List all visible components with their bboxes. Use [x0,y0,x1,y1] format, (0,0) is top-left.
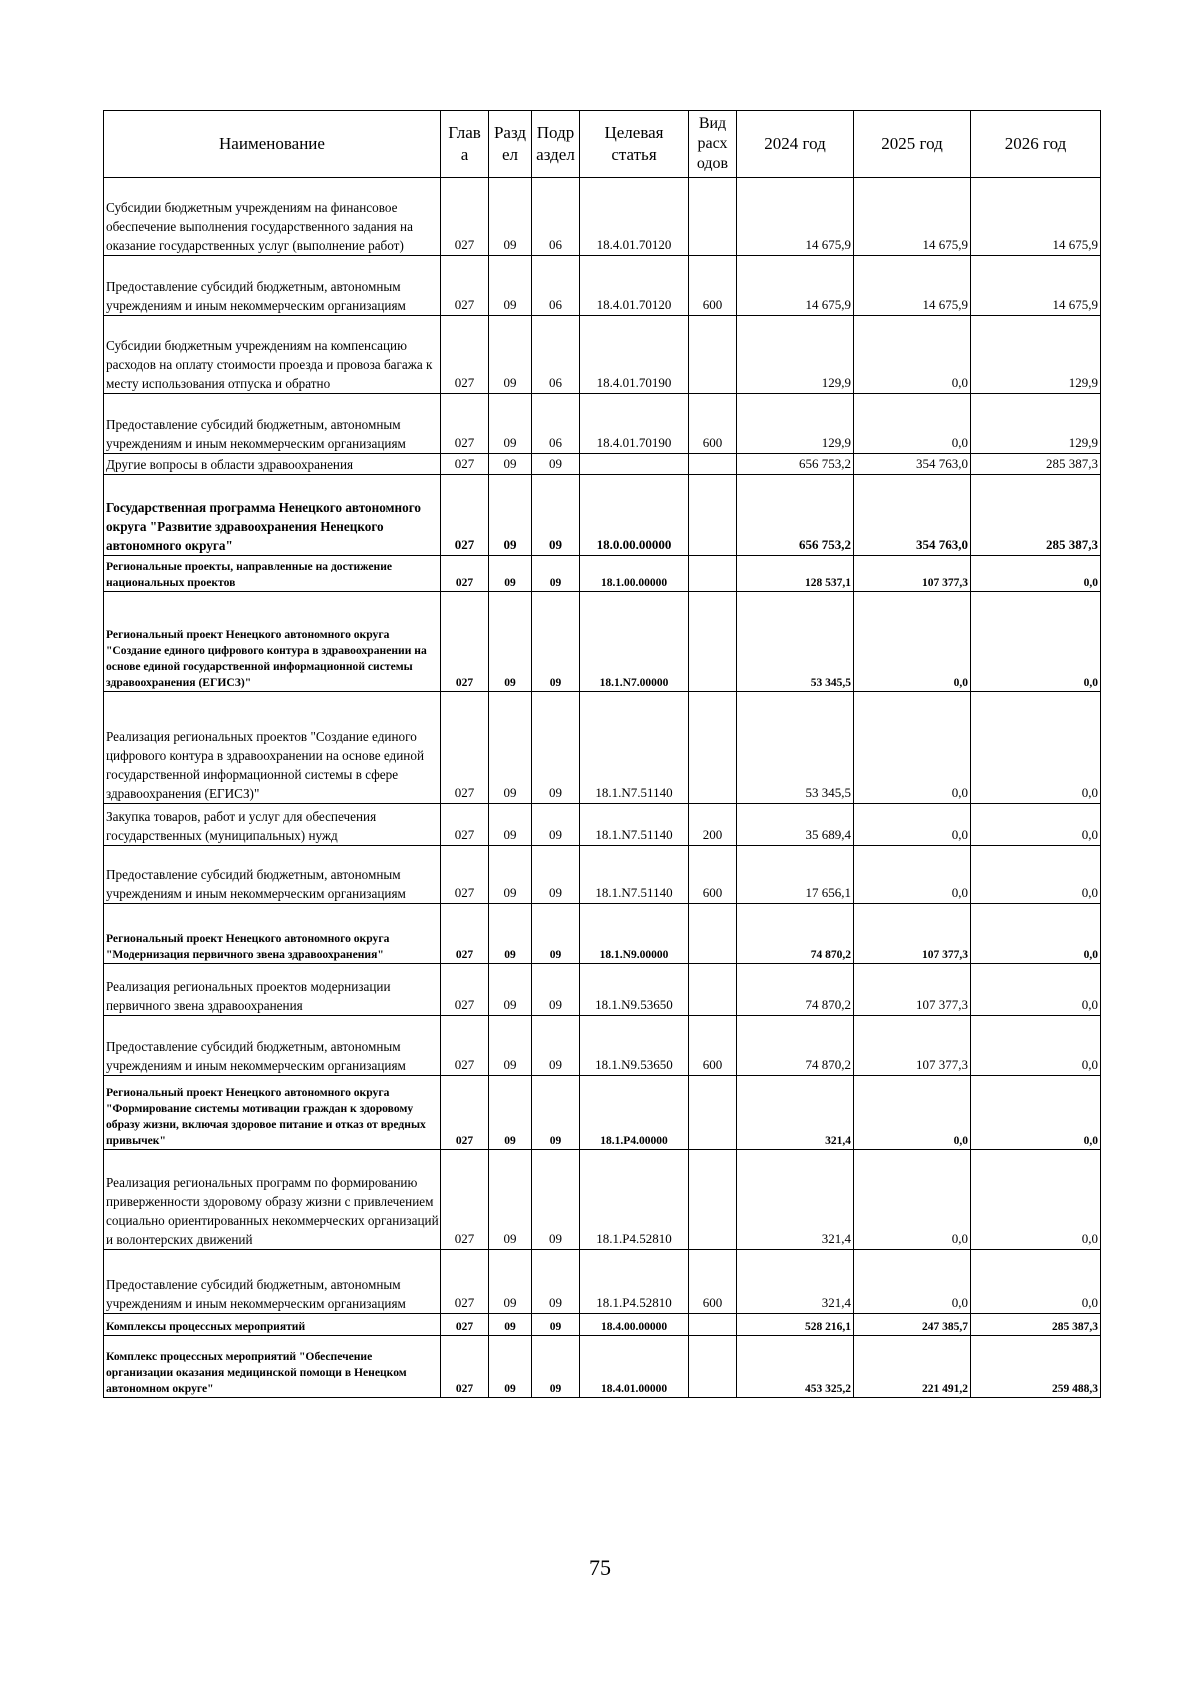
cell-y2026: 0,0 [971,1250,1101,1314]
cell-glava: 027 [441,1150,489,1250]
cell-y2024: 128 537,1 [737,556,854,592]
cell-podrazdel: 09 [532,904,580,964]
cell-article: 18.1.N7.51140 [580,846,689,904]
table-row [104,904,1101,964]
cell-razdel: 09 [489,964,532,1016]
cell-name: Предоставление субсидий бюджетным, автономным учреждениям и иным некоммерческим организациям [104,846,441,904]
cell-article: 18.1.00.00000 [580,556,689,592]
cell-y2025: 14 675,9 [854,256,971,316]
cell-article: 18.1.P4.00000 [580,1076,689,1150]
header-razdel: Разд ел [489,111,532,178]
cell-name: Субсидии бюджетным учреждениям на компенсацию расходов на оплату стоимости проезда и провоза багажа к месту использования отпуска и обратно [104,316,441,394]
cell-name: Предоставление субсидий бюджетным, автономным учреждениям и иным некоммерческим организациям [104,394,441,454]
cell-article: 18.1.P4.52810 [580,1150,689,1250]
cell-vid [689,1150,737,1250]
cell-podrazdel: 09 [532,964,580,1016]
cell-y2024: 129,9 [737,394,854,454]
table-row [104,804,1101,846]
cell-razdel: 09 [489,475,532,556]
cell-vid [689,1076,737,1150]
cell-y2026: 285 387,3 [971,1314,1101,1336]
cell-y2024: 74 870,2 [737,904,854,964]
cell-y2025: 247 385,7 [854,1314,971,1336]
table-row [104,178,1101,256]
cell-y2024: 74 870,2 [737,964,854,1016]
budget-table [103,110,1101,1398]
cell-y2024: 14 675,9 [737,178,854,256]
cell-vid [689,964,737,1016]
cell-name: Предоставление субсидий бюджетным, автономным учреждениям и иным некоммерческим организациям [104,256,441,316]
table-body [104,178,1101,1398]
cell-y2025: 0,0 [854,804,971,846]
cell-glava: 027 [441,178,489,256]
cell-name: Региональный проект Ненецкого автономного округа "Создание единого цифрового контура в здравоохранении на основе единой государственной информационной системы здравоохранения (ЕГИСЗ)" [104,592,441,692]
table-row [104,1076,1101,1150]
cell-razdel: 09 [489,256,532,316]
cell-name: Предоставление субсидий бюджетным, автономным учреждениям и иным некоммерческим организациям [104,1250,441,1314]
cell-y2025: 0,0 [854,394,971,454]
cell-y2024: 656 753,2 [737,475,854,556]
cell-podrazdel: 09 [532,556,580,592]
cell-article: 18.0.00.00000 [580,475,689,556]
cell-glava: 027 [441,846,489,904]
cell-y2026: 0,0 [971,964,1101,1016]
cell-article: 18.1.N7.51140 [580,804,689,846]
cell-podrazdel: 06 [532,394,580,454]
cell-y2025: 0,0 [854,1150,971,1250]
cell-y2026: 129,9 [971,316,1101,394]
cell-article: 18.4.00.00000 [580,1314,689,1336]
cell-razdel: 09 [489,1250,532,1314]
cell-y2024: 53 345,5 [737,592,854,692]
cell-y2025: 0,0 [854,316,971,394]
cell-name: Предоставление субсидий бюджетным, автономным учреждениям и иным некоммерческим организациям [104,1016,441,1076]
cell-razdel: 09 [489,1336,532,1398]
cell-name: Региональный проект Ненецкого автономного округа "Модернизация первичного звена здравоохранения" [104,904,441,964]
cell-y2025: 107 377,3 [854,1016,971,1076]
cell-glava: 027 [441,475,489,556]
cell-vid: 200 [689,804,737,846]
cell-glava: 027 [441,256,489,316]
cell-article [580,454,689,475]
cell-y2025: 0,0 [854,1076,971,1150]
cell-razdel: 09 [489,556,532,592]
cell-y2026: 0,0 [971,1150,1101,1250]
cell-vid: 600 [689,256,737,316]
cell-glava: 027 [441,1016,489,1076]
cell-y2025: 0,0 [854,846,971,904]
cell-y2026: 259 488,3 [971,1336,1101,1398]
cell-y2026: 0,0 [971,846,1101,904]
table-row [104,1150,1101,1250]
cell-y2026: 0,0 [971,556,1101,592]
cell-y2024: 17 656,1 [737,846,854,904]
cell-glava: 027 [441,904,489,964]
table-row [104,692,1101,804]
cell-podrazdel: 09 [532,454,580,475]
header-podrazdel: Подр аздел [532,111,580,178]
cell-y2025: 107 377,3 [854,964,971,1016]
cell-y2024: 321,4 [737,1076,854,1150]
cell-razdel: 09 [489,454,532,475]
cell-y2026: 14 675,9 [971,178,1101,256]
cell-y2025: 354 763,0 [854,475,971,556]
table-row [104,1336,1101,1398]
cell-y2025: 0,0 [854,592,971,692]
cell-article: 18.4.01.00000 [580,1336,689,1398]
cell-podrazdel: 09 [532,1250,580,1314]
table-row [104,394,1101,454]
cell-name: Реализация региональных проектов "Создание единого цифрового контура в здравоохранении на основе единой государственной информационной системы в сфере здравоохранения (ЕГИСЗ)" [104,692,441,804]
cell-article: 18.1.P4.52810 [580,1250,689,1314]
cell-glava: 027 [441,592,489,692]
table-row [104,454,1101,475]
cell-y2024: 129,9 [737,316,854,394]
table-row [104,964,1101,1016]
cell-vid [689,475,737,556]
cell-vid [689,454,737,475]
header-glava: Глав а [441,111,489,178]
cell-vid [689,692,737,804]
header-2024: 2024 год [737,111,854,178]
header-article: Целевая статья [580,111,689,178]
cell-y2026: 0,0 [971,1016,1101,1076]
cell-glava: 027 [441,1314,489,1336]
header-2025: 2025 год [854,111,971,178]
cell-glava: 027 [441,1076,489,1150]
cell-name: Субсидии бюджетным учреждениям на финансовое обеспечение выполнения государственного задания на оказание государственных услуг (выполнение работ) [104,178,441,256]
table-row [104,556,1101,592]
cell-name: Другие вопросы в области здравоохранения [104,454,441,475]
cell-vid [689,556,737,592]
cell-y2025: 0,0 [854,692,971,804]
cell-article: 18.1.N7.00000 [580,592,689,692]
cell-y2025: 221 491,2 [854,1336,971,1398]
cell-y2024: 453 325,2 [737,1336,854,1398]
cell-glava: 027 [441,692,489,804]
cell-name: Реализация региональных программ по формированию приверженности здоровому образу жизни с привлечением социально ориентированных некоммерческих организаций и волонтерских движений [104,1150,441,1250]
cell-vid [689,592,737,692]
table-row [104,1314,1101,1336]
table-row [104,846,1101,904]
cell-razdel: 09 [489,1076,532,1150]
cell-podrazdel: 09 [532,592,580,692]
cell-vid [689,904,737,964]
cell-vid [689,1336,737,1398]
cell-glava: 027 [441,454,489,475]
cell-razdel: 09 [489,316,532,394]
cell-glava: 027 [441,964,489,1016]
cell-razdel: 09 [489,1016,532,1076]
cell-y2024: 656 753,2 [737,454,854,475]
cell-y2025: 107 377,3 [854,904,971,964]
cell-razdel: 09 [489,846,532,904]
cell-article: 18.1.N9.00000 [580,904,689,964]
cell-podrazdel: 09 [532,475,580,556]
cell-glava: 027 [441,394,489,454]
cell-razdel: 09 [489,592,532,692]
cell-podrazdel: 09 [532,1150,580,1250]
header-vid: Вид расх одов [689,111,737,178]
table-row [104,592,1101,692]
cell-podrazdel: 09 [532,1314,580,1336]
cell-name: Региональные проекты, направленные на достижение национальных проектов [104,556,441,592]
cell-y2026: 0,0 [971,804,1101,846]
table-row [104,475,1101,556]
cell-glava: 027 [441,316,489,394]
cell-y2026: 285 387,3 [971,475,1101,556]
cell-name: Региональный проект Ненецкого автономного округа "Формирование системы мотивации граждан к здоровому образу жизни, включая здоровое питание и отказ от вредных привычек" [104,1076,441,1150]
cell-razdel: 09 [489,804,532,846]
cell-podrazdel: 06 [532,316,580,394]
cell-vid: 600 [689,394,737,454]
cell-y2024: 53 345,5 [737,692,854,804]
cell-y2026: 0,0 [971,592,1101,692]
cell-glava: 027 [441,556,489,592]
cell-y2026: 0,0 [971,904,1101,964]
cell-vid: 600 [689,846,737,904]
cell-glava: 027 [441,1250,489,1314]
cell-podrazdel: 09 [532,846,580,904]
cell-razdel: 09 [489,692,532,804]
cell-y2025: 107 377,3 [854,556,971,592]
cell-name: Реализация региональных проектов модернизации первичного звена здравоохранения [104,964,441,1016]
cell-y2024: 321,4 [737,1250,854,1314]
cell-article: 18.4.01.70120 [580,256,689,316]
cell-y2026: 285 387,3 [971,454,1101,475]
cell-podrazdel: 09 [532,1076,580,1150]
table-row [104,316,1101,394]
cell-article: 18.1.N9.53650 [580,964,689,1016]
cell-podrazdel: 06 [532,256,580,316]
cell-article: 18.4.01.70190 [580,316,689,394]
cell-vid: 600 [689,1250,737,1314]
cell-y2024: 14 675,9 [737,256,854,316]
cell-y2026: 14 675,9 [971,256,1101,316]
cell-article: 18.4.01.70190 [580,394,689,454]
cell-y2024: 74 870,2 [737,1016,854,1076]
cell-y2024: 35 689,4 [737,804,854,846]
table-row [104,256,1101,316]
cell-y2024: 528 216,1 [737,1314,854,1336]
cell-y2026: 0,0 [971,692,1101,804]
cell-razdel: 09 [489,904,532,964]
cell-vid [689,316,737,394]
header-2026: 2026 год [971,111,1101,178]
cell-y2026: 0,0 [971,1076,1101,1150]
cell-razdel: 09 [489,1314,532,1336]
cell-glava: 027 [441,804,489,846]
cell-podrazdel: 06 [532,178,580,256]
cell-vid [689,1314,737,1336]
cell-name: Комплекс процессных мероприятий "Обеспечение организации оказания медицинской помощи в Ненецком автономном округе" [104,1336,441,1398]
cell-name: Государственная программа Ненецкого автономного округа "Развитие здравоохранения Ненецкого автономного округа" [104,475,441,556]
header-name: Наименование [104,111,441,178]
cell-vid: 600 [689,1016,737,1076]
cell-name: Комплексы процессных мероприятий [104,1314,441,1336]
cell-y2025: 354 763,0 [854,454,971,475]
cell-podrazdel: 09 [532,1016,580,1076]
header-row [104,111,1101,178]
cell-article: 18.4.01.70120 [580,178,689,256]
cell-y2025: 0,0 [854,1250,971,1314]
cell-article: 18.1.N7.51140 [580,692,689,804]
cell-y2025: 14 675,9 [854,178,971,256]
cell-podrazdel: 09 [532,804,580,846]
table-row [104,1250,1101,1314]
budget-table-container [103,110,1101,1398]
page-number: 75 [589,1555,611,1580]
cell-y2024: 321,4 [737,1150,854,1250]
cell-razdel: 09 [489,178,532,256]
table-row [104,1016,1101,1076]
cell-glava: 027 [441,1336,489,1398]
cell-article: 18.1.N9.53650 [580,1016,689,1076]
cell-podrazdel: 09 [532,692,580,804]
cell-podrazdel: 09 [532,1336,580,1398]
cell-razdel: 09 [489,1150,532,1250]
cell-vid [689,178,737,256]
cell-name: Закупка товаров, работ и услуг для обеспечения государственных (муниципальных) нужд [104,804,441,846]
cell-y2026: 129,9 [971,394,1101,454]
cell-razdel: 09 [489,394,532,454]
